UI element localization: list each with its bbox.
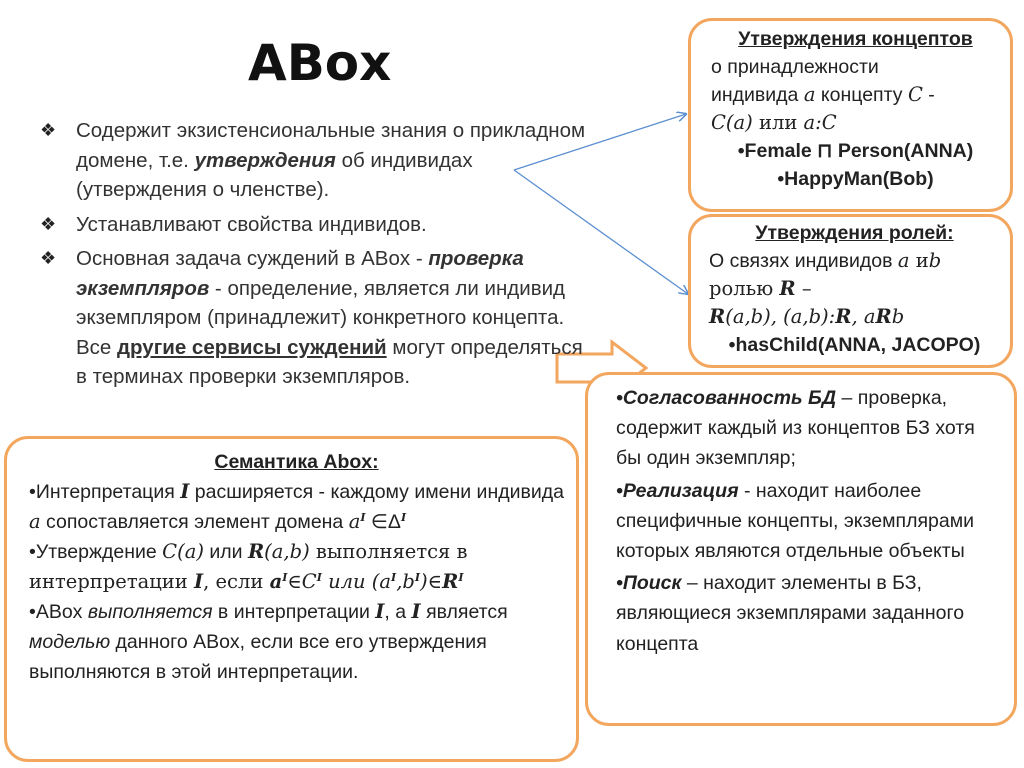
math-expr: ∈C bbox=[287, 570, 317, 593]
math-expr: или (a bbox=[321, 570, 392, 593]
role-line bbox=[709, 303, 1000, 331]
bullet-text: - определение, является ли индивид экземпляром (принадлежит) конкретного концепта. Все bbox=[76, 276, 566, 359]
concept-assertions-header: Утверждения концептов bbox=[738, 28, 973, 50]
bullet-text: Содержит экзистенсиональные знания о прикладном домене, т.е. bbox=[76, 119, 586, 172]
math-symbol: b bbox=[928, 249, 942, 272]
diamond-bullet-icon: ❖ bbox=[40, 248, 57, 268]
math-expr: , a bbox=[851, 305, 876, 328]
text: - bbox=[922, 84, 935, 106]
text: выполняется в интерпретации bbox=[29, 540, 468, 593]
superscript: I bbox=[458, 571, 464, 584]
text: ролью bbox=[709, 277, 780, 300]
math-expr: a:C bbox=[803, 111, 837, 134]
superscript: I bbox=[360, 511, 366, 524]
concept-line bbox=[711, 53, 1000, 81]
math-expr: ,b bbox=[396, 570, 415, 593]
concept-example: •HappyMan(Bob) bbox=[777, 168, 934, 190]
bullet-underlined: другие сервисы суждений bbox=[117, 335, 387, 359]
math-symbol: R bbox=[875, 305, 892, 328]
page-title: ABox bbox=[248, 34, 392, 92]
math-expr: )∈ bbox=[420, 570, 443, 593]
bullet-text: об индивидах (утверждения о членстве). bbox=[76, 148, 473, 201]
main-bullet-list bbox=[36, 116, 596, 397]
service-title: •Согласованность БД bbox=[616, 387, 837, 409]
service-item bbox=[616, 476, 1000, 567]
text: концепту bbox=[815, 84, 908, 106]
bullet-item bbox=[36, 116, 596, 205]
superscript: I bbox=[282, 571, 288, 584]
text: о принадлежности bbox=[711, 56, 879, 78]
math-symbol: R bbox=[247, 540, 265, 563]
service-item bbox=[616, 383, 1000, 474]
service-title: •Реализация bbox=[616, 479, 739, 502]
math-symbol: R bbox=[835, 305, 852, 328]
math-expr: (a,b) bbox=[264, 540, 310, 563]
text: •Утверждение bbox=[29, 541, 163, 563]
text: сопоставляется элемент домена bbox=[40, 511, 349, 533]
math-symbol: b bbox=[891, 305, 905, 328]
bullet-item bbox=[36, 210, 596, 240]
semantics-header: Семантика Abox: bbox=[214, 451, 379, 473]
text: индивида bbox=[711, 84, 804, 106]
math-symbol: R bbox=[779, 277, 796, 300]
concept-line bbox=[711, 81, 1000, 109]
semantics-paragraph bbox=[29, 537, 564, 597]
semantics-paragraph bbox=[29, 477, 564, 537]
service-title: •Поиск bbox=[616, 572, 682, 595]
text: в интерпретации bbox=[212, 601, 376, 623]
math-symbol: a bbox=[348, 510, 361, 533]
text: данного ABox, если все его утверждения выполняются в этой интерпретации. bbox=[29, 631, 487, 683]
text: расширяется - каждому имени индивида bbox=[189, 481, 564, 503]
math-symbol: I bbox=[180, 480, 190, 503]
text: О связях индивидов bbox=[709, 250, 898, 272]
math-symbol: R bbox=[442, 570, 459, 593]
concept-example: •Female ⊓ Person(ANNA) bbox=[737, 140, 974, 162]
semantics-paragraph bbox=[29, 597, 564, 687]
text: является bbox=[420, 601, 508, 623]
math-symbol: a bbox=[269, 570, 283, 593]
bullet-text: могут определяться в терминах проверки экземпляров. bbox=[76, 335, 583, 388]
superscript: I bbox=[316, 571, 322, 584]
bullet-item bbox=[36, 244, 596, 392]
text: или bbox=[752, 111, 804, 134]
bullet-emphasis: проверка экземпляров bbox=[76, 247, 524, 300]
math-symbol: a bbox=[897, 249, 910, 272]
italic-text: выполняется bbox=[87, 601, 213, 623]
text: и bbox=[909, 249, 929, 272]
math-symbol: I bbox=[411, 600, 421, 623]
service-text: - находит наиболее специфичные концепты, экземплярами которых являются отдельные объекты bbox=[616, 479, 975, 563]
text: , если bbox=[203, 570, 270, 593]
text: или bbox=[203, 541, 248, 563]
bullet-text: Основная задача суждений в ABox - bbox=[76, 247, 429, 270]
superscript: I bbox=[400, 511, 407, 524]
role-example: •hasChild(ANNA, JACOPO) bbox=[728, 334, 981, 356]
reasoning-services-box bbox=[585, 372, 1017, 726]
math-symbol: C bbox=[907, 83, 923, 106]
bullet-emphasis: утверждения bbox=[194, 148, 336, 172]
text: – bbox=[795, 277, 812, 300]
service-text: – находит элементы в БЗ, являющиеся экземплярами заданного концепта bbox=[616, 572, 965, 655]
text: ∈Δ bbox=[365, 511, 401, 533]
abox-semantics-box bbox=[4, 436, 579, 762]
concept-assertions-box bbox=[688, 18, 1013, 212]
superscript: I bbox=[414, 571, 421, 584]
math-expr: C(a) bbox=[711, 111, 753, 134]
service-item bbox=[616, 568, 1000, 659]
math-symbol: a bbox=[29, 510, 41, 533]
role-line bbox=[709, 275, 1000, 303]
math-symbol: a bbox=[803, 83, 816, 106]
italic-text: моделью bbox=[29, 631, 111, 653]
superscript: I bbox=[391, 571, 397, 584]
math-symbol: R bbox=[709, 305, 726, 328]
math-expr: C(a) bbox=[162, 540, 204, 563]
text: •Интерпретация bbox=[29, 481, 181, 503]
math-expr: (a,b), (a,b): bbox=[725, 305, 836, 328]
diamond-bullet-icon: ❖ bbox=[40, 120, 57, 140]
math-symbol: I bbox=[193, 570, 204, 593]
text: •ABox bbox=[29, 601, 88, 623]
service-text: – проверка, содержит каждый из концептов БЗ хотя бы один экземпляр; bbox=[616, 387, 975, 470]
role-assertions-header: Утверждения ролей: bbox=[755, 222, 954, 244]
text: , а bbox=[384, 601, 412, 623]
concept-line bbox=[711, 109, 1000, 137]
bullet-text: Устанавливают свойства индивидов. bbox=[76, 212, 427, 236]
diamond-bullet-icon: ❖ bbox=[40, 213, 57, 234]
role-assertions-box bbox=[688, 214, 1013, 368]
role-line bbox=[709, 247, 1000, 275]
math-symbol: I bbox=[375, 600, 385, 623]
